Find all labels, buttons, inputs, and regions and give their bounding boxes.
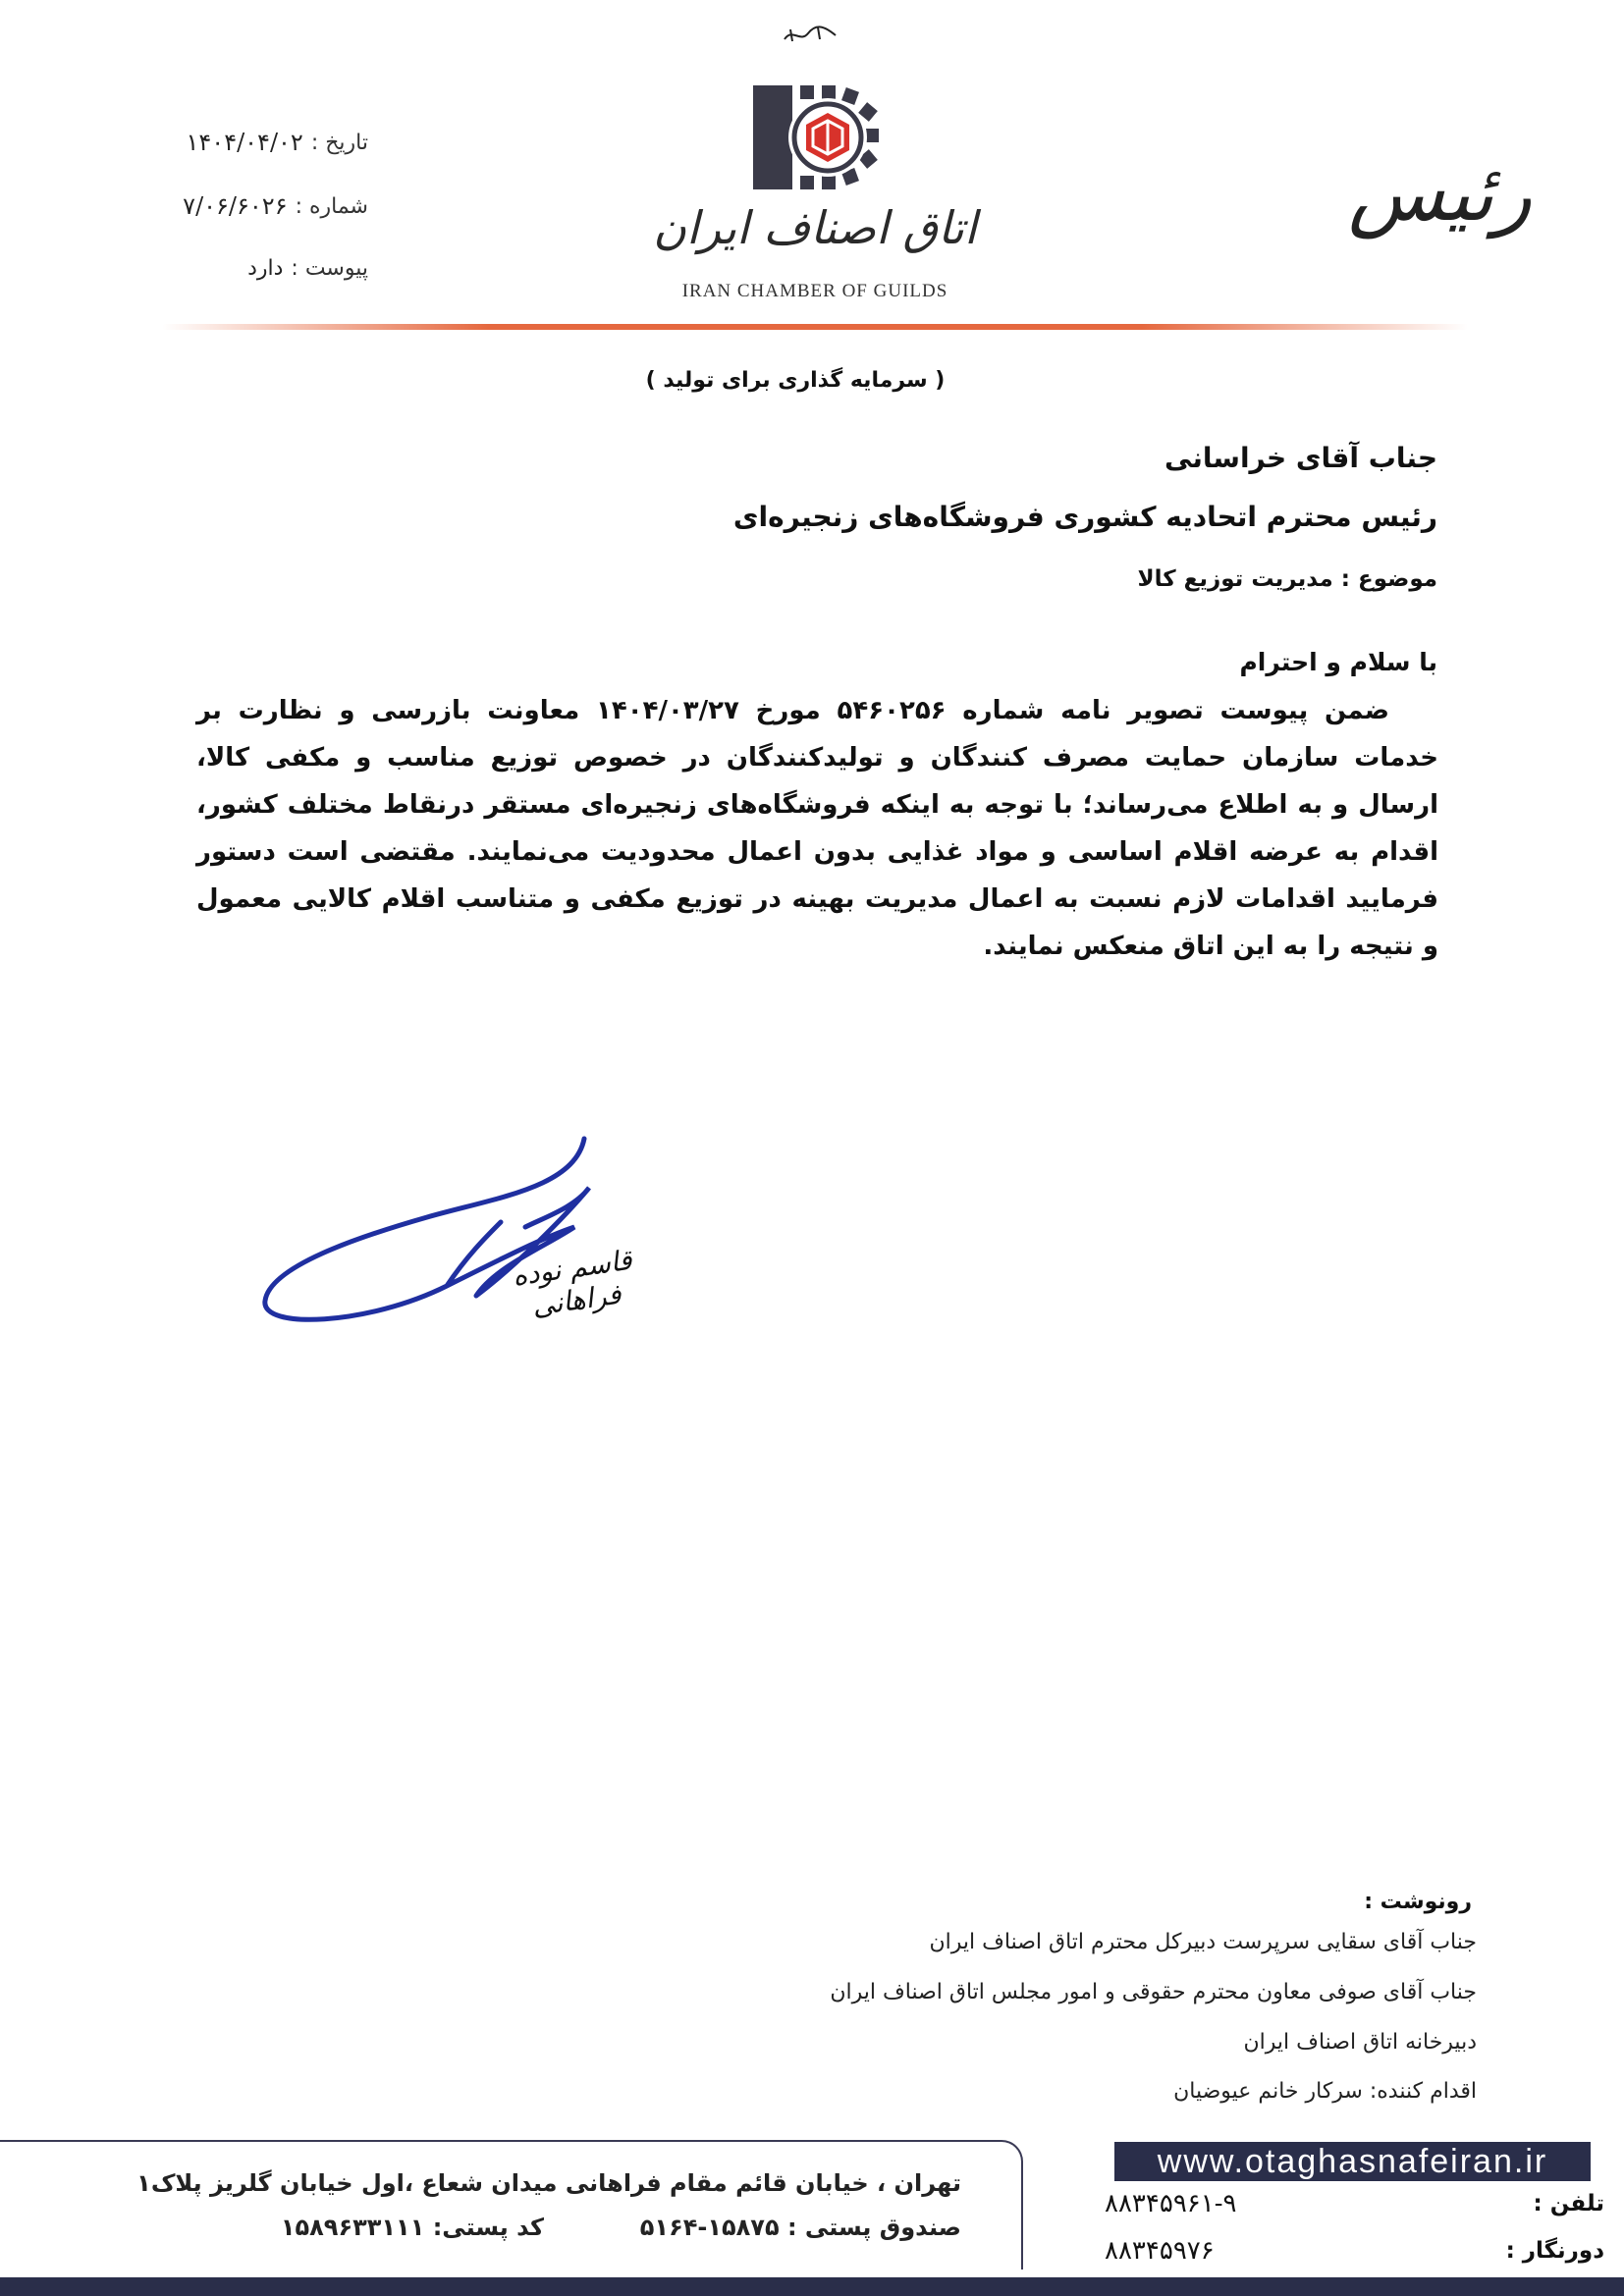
po-box-label: صندوق پستی :: [786, 2214, 961, 2241]
cc-line: اقدام کننده: سرکار خانم عیوضیان: [1173, 2079, 1477, 2104]
number-row: [108, 187, 368, 226]
website-link[interactable]: www.otaghasnafeiran.ir: [1114, 2142, 1591, 2181]
subject-line: موضوع : مدیریت توزیع کالا: [1137, 566, 1437, 592]
basmala: [781, 22, 839, 47]
postal-code-label: کد پستی:: [432, 2214, 544, 2241]
footer-bar: [0, 2277, 1624, 2296]
logo-text-en: IRAN CHAMBER OF GUILDS: [681, 281, 948, 301]
number-value: ۷/۰۶/۶۰۲۶: [183, 192, 288, 220]
guild-chamber-logo-icon: [751, 83, 881, 193]
footer-po-box: [640, 2214, 961, 2241]
date-value: ۱۴۰۴/۰۴/۰۲: [186, 129, 303, 156]
footer-frame: [0, 2140, 1023, 2269]
cc-line: جناب آقای صوفی معاون محترم حقوقی و امور مجلس اتاق اصناف ایران: [830, 1980, 1477, 2004]
po-box-value: ۱۵۸۷۵-۵۱۶۴: [639, 2214, 780, 2241]
letter-body: ضمن پیوست تصویر نامه شماره ۵۴۶۰۲۵۶ مورخ ۱۴۰۴/۰۳/۲۷ معاونت بازرسی و نظارت بر خدمات سازمان حمایت مصرف کنندگان و تولیدکنندگان در خصوص توزیع مناسب و مکفی کالا، ارسال و به اطلاع می‌رساند؛ با توجه به اینکه فروشگاه‌های زنجیره‌ای مستقر درنقاط مختلف کشور، اقدام به عرضه اقلام اساسی و مواد غذایی بدون اعمال محدودیت می‌نمایند. مقتضی است دستور فرمایید اقدامات لازم نسبت به اعمال مدیریت بهینه در توزیع مکفی و متناسب اقلام کالایی معمول و نتیجه را به این اتاق منعکس نمایند.: [196, 696, 1438, 961]
signer-name: قاسم نوده فراهانی: [510, 1243, 634, 1323]
attachment-label: پیوست :: [291, 255, 368, 281]
phone-value: ۸۸۳۴۵۹۶۱-۹: [1105, 2189, 1237, 2218]
number-label: شماره :: [295, 193, 368, 219]
attachment-row: [108, 248, 368, 288]
postal-code-value: ۱۵۸۹۶۳۳۱۱۱: [280, 2214, 425, 2241]
greeting: با سلام و احترام: [1239, 648, 1437, 676]
cc-line: جناب آقای سقایی سرپرست دبیرکل محترم اتاق اصناف ایران: [929, 1930, 1477, 1954]
phone-label: تلفن :: [1533, 2191, 1604, 2216]
motto: ( سرمایه گذاری برای تولید ): [645, 368, 946, 393]
footer-postal-code: [281, 2214, 544, 2241]
logo-text-fa: اتاق اصناف ایران: [653, 201, 977, 254]
fax-value: ۸۸۳۴۵۹۷۶: [1105, 2236, 1215, 2266]
cc-line: دبیرخانه اتاق اصناف ایران: [1243, 2030, 1477, 2055]
header-divider: [162, 324, 1468, 330]
date-row: [108, 123, 368, 162]
attachment-value: دارد: [247, 255, 284, 281]
recipient-name: جناب آقای خراسانی: [1164, 442, 1437, 474]
date-label: تاریخ :: [310, 130, 368, 155]
footer-address: تهران ، خیابان قائم مقام فراهانی میدان شعاع ،اول خیابان گلریز پلاک۱: [136, 2169, 961, 2197]
raees-title: رئیس: [1347, 147, 1532, 239]
recipient-title: رئیس محترم اتحادیه کشوری فروشگاه‌های زنجیره‌ای: [732, 501, 1437, 533]
cc-title: رونوشت :: [1364, 1890, 1472, 1914]
fax-label: دورنگار :: [1505, 2238, 1604, 2264]
